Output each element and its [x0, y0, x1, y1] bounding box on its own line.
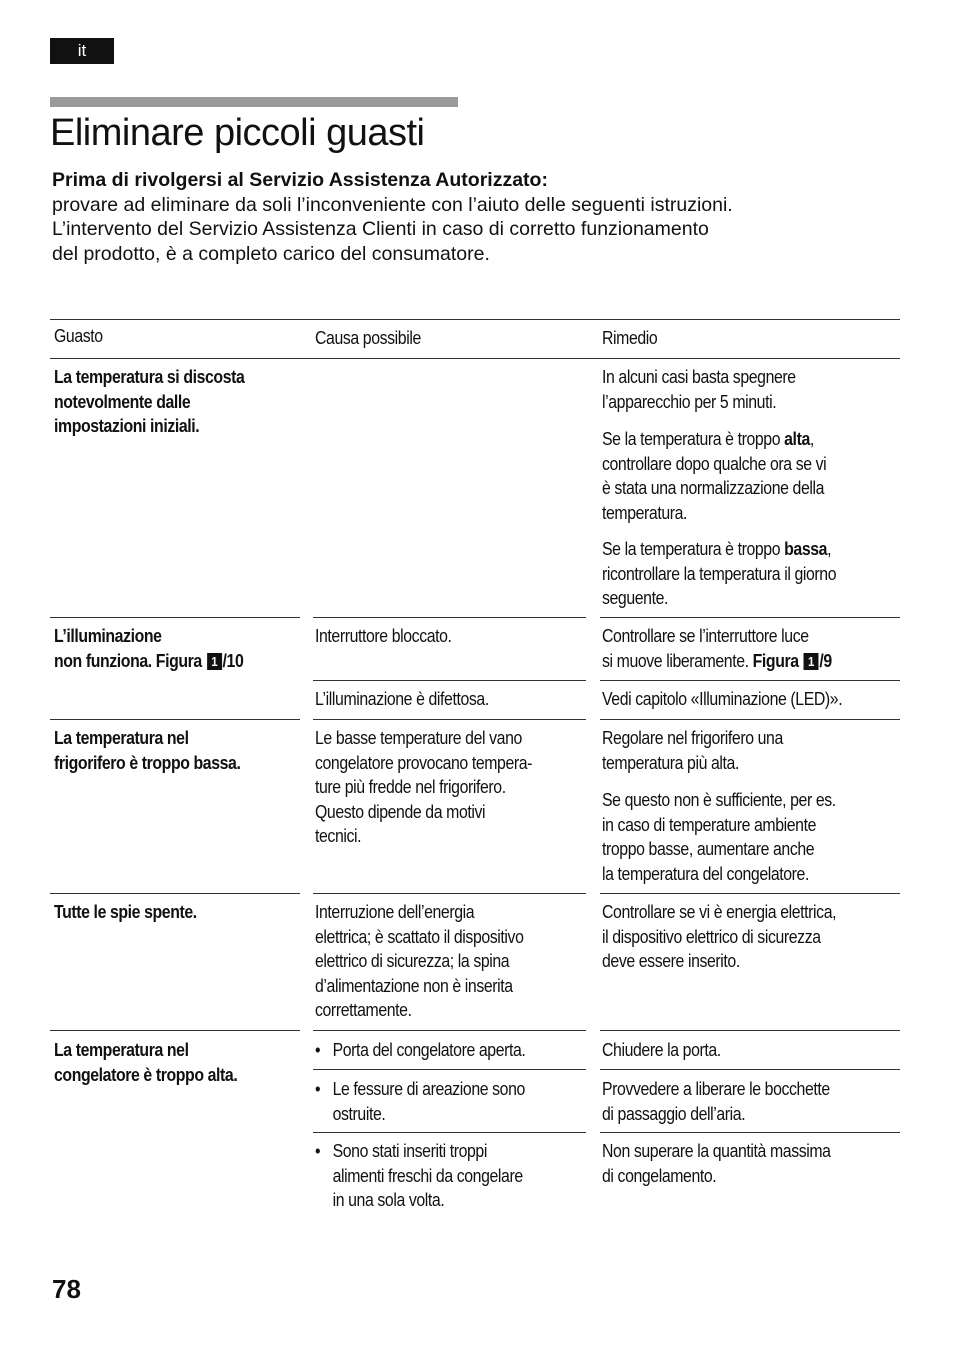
remedy-line: ricontrollare la temperatura il giorno	[602, 563, 837, 584]
bullet-line	[315, 1139, 561, 1164]
fault-line: impostazioni iniziali.	[54, 416, 200, 436]
cause-line: ture più fredde nel frigorifero.	[315, 777, 506, 797]
remedy-line: Se la temperatura è troppo alta,	[602, 429, 814, 449]
cause-line: in una sola volta.	[332, 1190, 445, 1210]
row-rule	[313, 1069, 586, 1070]
remedy-line: il dispositivo elettrico di sicurezza	[602, 926, 821, 947]
table-header-rule	[50, 358, 900, 359]
fault-line: L’illuminazione	[54, 626, 162, 646]
cause-bullet-item	[315, 1077, 561, 1126]
title-rule	[50, 97, 458, 107]
cause-text	[315, 726, 532, 849]
row-rule	[600, 719, 900, 720]
row-rule	[600, 1132, 900, 1133]
fault-line: La temperatura nel	[54, 728, 189, 748]
bullet-line	[315, 1038, 561, 1063]
cause-text	[315, 900, 523, 1023]
page-number: 78	[52, 1274, 81, 1304]
row-rule	[600, 617, 900, 618]
header-fault: Guasto	[54, 326, 103, 346]
remedy-line: Se la temperatura è troppo bassa,	[602, 539, 832, 559]
cause-line: d’alimentazione non è inserita	[315, 975, 513, 996]
remedy-line: temperatura più alta.	[602, 752, 739, 773]
remedy-line: Regolare nel frigorifero una	[602, 728, 783, 748]
remedy-text	[602, 427, 826, 525]
remedy-line: la temperatura del congelatore.	[602, 863, 809, 884]
bullet-line	[315, 1077, 561, 1102]
header-remedy: Rimedio	[602, 328, 658, 348]
remedy-line: seguente.	[602, 588, 669, 608]
remedy-line: Non superare la quantità massima	[602, 1141, 831, 1161]
remedy-line: deve essere inserito.	[602, 951, 740, 971]
remedy-line: controllare dopo qualche ora se vi	[602, 453, 827, 474]
intro-lead: Prima di rivolgersi al Servizio Assistenza Autorizzato:	[52, 169, 548, 191]
remedy-text	[602, 1077, 830, 1126]
intro-line: del prodotto, è a completo carico del consumatore.	[52, 242, 490, 265]
row-rule	[600, 1030, 900, 1031]
remedy-line: Se questo non è sufficiente, per es.	[602, 790, 836, 810]
cause-text: L’illuminazione è difettosa.	[315, 689, 489, 709]
remedy-text	[602, 1038, 721, 1063]
remedy-line: Provvedere a liberare le bocchette	[602, 1079, 830, 1099]
row-rule	[313, 1132, 586, 1133]
page-title: Eliminare piccoli guasti	[50, 112, 425, 154]
remedy-text	[602, 726, 783, 775]
fault-line: frigorifero è troppo bassa.	[54, 752, 241, 773]
intro-line: L’intervento del Servizio Assistenza Clienti in caso di corretto funzionamento	[52, 218, 709, 240]
row-rule	[600, 893, 900, 894]
remedy-text	[602, 537, 836, 611]
row-rule	[50, 617, 300, 618]
cause-line: congelatore provocano tempera-	[315, 752, 533, 773]
remedy-line: di congelamento.	[602, 1165, 717, 1186]
fault-text	[54, 726, 240, 775]
header-cause: Causa possibile	[315, 328, 421, 348]
cause-line: elettrico di sicurezza; la spina	[315, 951, 510, 971]
remedy-text	[602, 1139, 831, 1188]
remedy-text: Vedi capitolo «Illuminazione (LED)».	[602, 689, 843, 709]
fault-line: non funziona. Figura 1 /10	[54, 650, 244, 671]
row-rule	[50, 893, 300, 894]
remedy-text	[602, 365, 796, 414]
fault-text	[54, 1038, 237, 1087]
row-rule	[313, 680, 586, 681]
row-rule	[50, 1030, 300, 1031]
remedy-line: Chiudere la porta.	[602, 1040, 721, 1060]
remedy-text	[602, 900, 836, 974]
cause-line: Sono stati inseriti troppi	[332, 1141, 487, 1161]
cause-line: Le fessure di areazione sono	[332, 1079, 525, 1099]
cause-line: alimenti freschi da congelare	[332, 1165, 523, 1186]
cause-line: Interruzione dell’energia	[315, 902, 475, 922]
cause-line: Le basse temperature del vano	[315, 728, 522, 748]
figure-number-icon: 1	[207, 653, 222, 670]
row-rule	[313, 1030, 586, 1031]
cause-text: Interruttore bloccato.	[315, 626, 452, 646]
remedy-line: In alcuni casi basta spegnere	[602, 367, 796, 387]
language-tab: it	[50, 38, 114, 64]
figure-number-icon: 1	[804, 653, 819, 670]
intro-line: provare ad eliminare da soli l’inconveniente con l’aiuto delle seguenti istruzioni.	[52, 193, 733, 216]
remedy-line: Controllare se l’interruttore luce	[602, 626, 809, 646]
bullet-icon: •	[315, 1141, 321, 1161]
fault-text	[54, 900, 197, 925]
fault-line: La temperatura nel	[54, 1040, 189, 1060]
table-top-rule	[50, 319, 900, 320]
fault-line: Tutte le spie spente.	[54, 902, 197, 922]
row-rule	[600, 1069, 900, 1070]
cause-line: elettrica; è scattato il dispositivo	[315, 926, 524, 947]
remedy-text	[602, 788, 836, 886]
intro-paragraph	[52, 168, 852, 266]
row-rule	[313, 893, 586, 894]
fault-text	[54, 624, 243, 673]
cause-line: Porta del congelatore aperta.	[332, 1040, 526, 1060]
remedy-line: troppo basse, aumentare anche	[602, 839, 815, 859]
row-rule	[600, 680, 900, 681]
remedy-line: in caso di temperature ambiente	[602, 814, 817, 835]
fault-line: notevolmente dalle	[54, 391, 191, 412]
cause-line: correttamente.	[315, 1000, 412, 1020]
cause-line: tecnici.	[315, 826, 362, 846]
row-rule	[50, 719, 300, 720]
row-rule	[313, 617, 586, 618]
cause-bullet-item	[315, 1038, 561, 1063]
remedy-line: Controllare se vi è energia elettrica,	[602, 902, 837, 922]
row-rule	[313, 719, 586, 720]
fault-text	[54, 365, 244, 439]
remedy-line: l’apparecchio per 5 minuti.	[602, 391, 777, 412]
remedy-line: si muove liberamente. Figura 1 /9	[602, 650, 832, 671]
bullet-icon: •	[315, 1040, 321, 1060]
remedy-line: temperatura.	[602, 502, 688, 523]
cause-line: ostruite.	[332, 1103, 386, 1124]
remedy-text	[602, 624, 832, 673]
cause-bullet-item	[315, 1139, 561, 1213]
remedy-line: è stata una normalizzazione della	[602, 478, 825, 498]
fault-line: congelatore è troppo alta.	[54, 1064, 238, 1085]
bullet-icon: •	[315, 1079, 321, 1099]
remedy-line: di passaggio dell’aria.	[602, 1103, 746, 1124]
cause-line: Questo dipende da motivi	[315, 801, 486, 822]
fault-line: La temperatura si discosta	[54, 367, 245, 387]
